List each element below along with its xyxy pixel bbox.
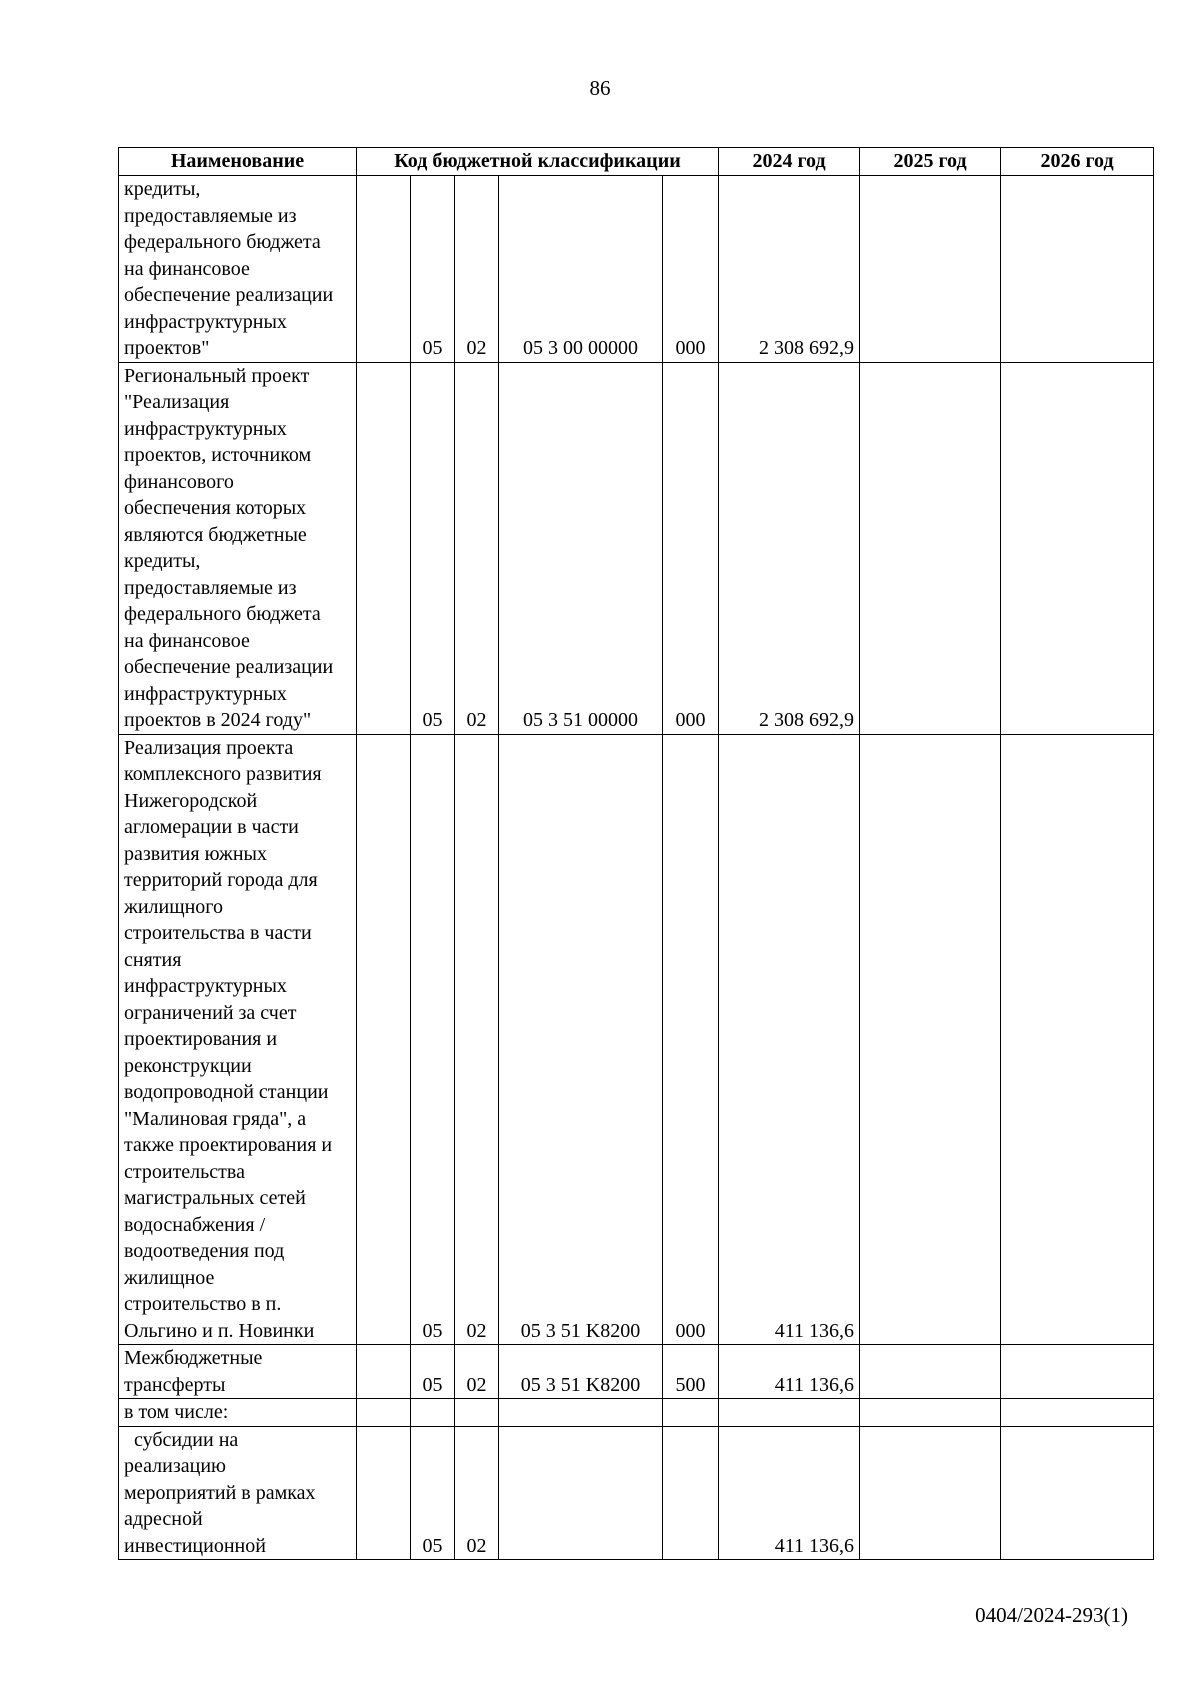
row-name: субсидии на реализацию мероприятий в рамках адресной инвестиционной: [119, 1426, 357, 1560]
code-target-article: 05 3 00 00000: [499, 176, 663, 363]
code-subsection: 02: [455, 1345, 499, 1399]
code-section: 05: [411, 734, 455, 1345]
code-target-article: 05 3 51 K8200: [499, 1345, 663, 1399]
row-name: Региональный проект "Реализация инфраструктурных проектов, источником финансового обеспечения которых являются бюджетные кредиты, предоставляемые из федерального бюджета на финансовое обеспечение реализации инфраструктурных проектов в 2024 году": [119, 362, 357, 734]
value-2024: 2 308 692,9: [719, 362, 860, 734]
header-code: Код бюджетной классификации: [357, 148, 719, 176]
code-expense-type: 000: [663, 362, 719, 734]
code-part-1: [357, 734, 411, 1345]
code-target-article: [499, 1399, 663, 1427]
row-name: Реализация проекта комплексного развития Нижегородской агломерации в части развития южных территорий города для жилищного строительства в части снятия инфраструктурных ограничений за счет проектирования и реконструкции водопроводной станции "Малиновая гряда", а также проектирования и строительства магистральных сетей водоснабжения / водоотведения под жилищное строительство в п. Ольгино и п. Новинки: [119, 734, 357, 1345]
document-code: 0404/2024-293(1): [975, 1603, 1128, 1627]
table-row: [119, 362, 1154, 734]
code-subsection: 02: [455, 176, 499, 363]
code-section: 05: [411, 1426, 455, 1560]
budget-table: [118, 147, 1154, 1560]
code-expense-type: 000: [663, 176, 719, 363]
code-section: [411, 1399, 455, 1427]
header-name: Наименование: [119, 148, 357, 176]
value-2024: 2 308 692,9: [719, 176, 860, 363]
code-subsection: 02: [455, 734, 499, 1345]
code-expense-type: [663, 1399, 719, 1427]
header-2026: 2026 год: [1001, 148, 1154, 176]
table-row: [119, 176, 1154, 363]
row-name: Межбюджетные трансферты: [119, 1345, 357, 1399]
value-2024: [719, 1399, 860, 1427]
table-header-row: [119, 148, 1154, 176]
value-2024: 411 136,6: [719, 1426, 860, 1560]
value-2026: [1001, 1426, 1154, 1560]
header-2024: 2024 год: [719, 148, 860, 176]
code-subsection: 02: [455, 362, 499, 734]
code-subsection: 02: [455, 1426, 499, 1560]
code-target-article: 05 3 51 00000: [499, 362, 663, 734]
table-row: [119, 734, 1154, 1345]
code-expense-type: 500: [663, 1345, 719, 1399]
value-2024: 411 136,6: [719, 734, 860, 1345]
code-subsection: [455, 1399, 499, 1427]
code-part-1: [357, 1426, 411, 1560]
value-2026: [1001, 1399, 1154, 1427]
value-2025: [860, 176, 1001, 363]
value-2025: [860, 1426, 1001, 1560]
code-section: 05: [411, 176, 455, 363]
code-target-article: 05 3 51 K8200: [499, 734, 663, 1345]
page-number: 86: [589, 76, 611, 100]
value-2026: [1001, 176, 1154, 363]
value-2026: [1001, 362, 1154, 734]
code-expense-type: [663, 1426, 719, 1560]
table-row: [119, 1399, 1154, 1427]
code-part-1: [357, 362, 411, 734]
value-2026: [1001, 734, 1154, 1345]
value-2026: [1001, 1345, 1154, 1399]
code-part-1: [357, 1345, 411, 1399]
value-2025: [860, 362, 1001, 734]
code-section: 05: [411, 1345, 455, 1399]
value-2025: [860, 1345, 1001, 1399]
code-part-1: [357, 176, 411, 363]
code-target-article: [499, 1426, 663, 1560]
code-section: 05: [411, 362, 455, 734]
value-2024: 411 136,6: [719, 1345, 860, 1399]
row-name: в том числе:: [119, 1399, 357, 1427]
table-row: [119, 1426, 1154, 1560]
value-2025: [860, 734, 1001, 1345]
header-2025: 2025 год: [860, 148, 1001, 176]
code-expense-type: 000: [663, 734, 719, 1345]
code-part-1: [357, 1399, 411, 1427]
row-name: кредиты, предоставляемые из федерального бюджета на финансовое обеспечение реализации инфраструктурных проектов": [119, 176, 357, 363]
table-row: [119, 1345, 1154, 1399]
value-2025: [860, 1399, 1001, 1427]
